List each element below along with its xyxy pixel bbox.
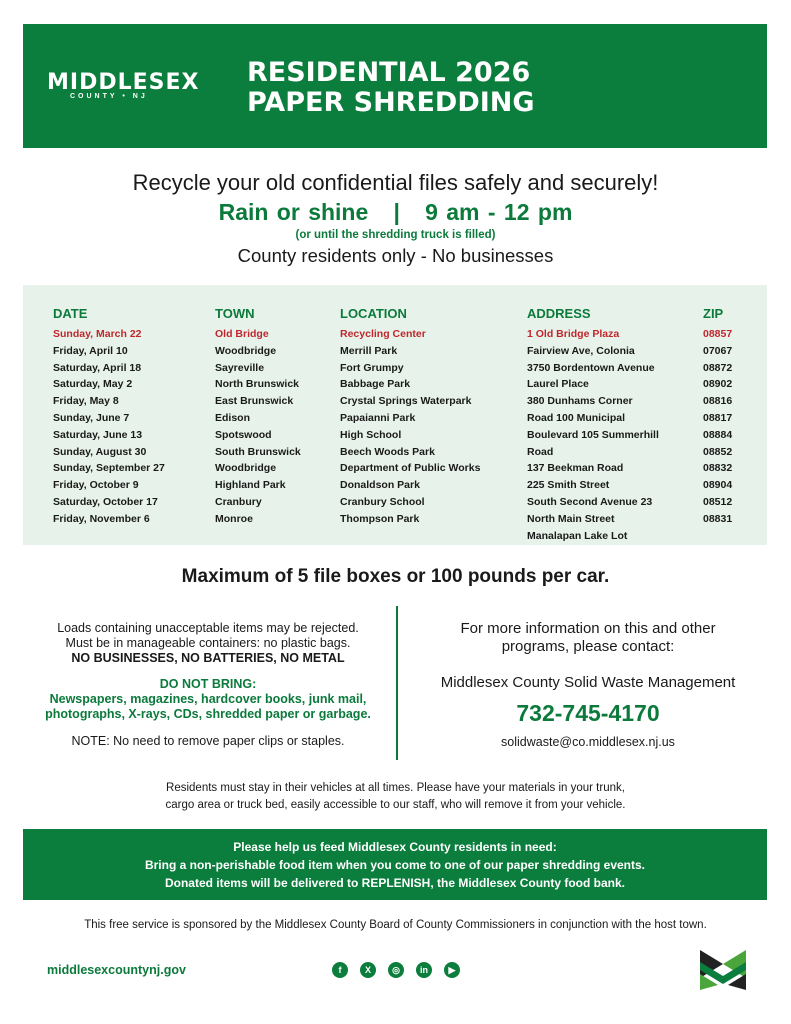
left-rules <box>23 621 393 666</box>
date-column <box>53 307 165 528</box>
zip-cell: 07067 <box>703 344 733 357</box>
location-cell: Recycling Center <box>340 328 426 340</box>
youtube-icon[interactable]: ▶ <box>444 962 460 978</box>
band-line-1: Please help us feed Middlesex County residents in need: <box>233 840 557 854</box>
address-header: ADDRESS <box>527 306 591 321</box>
zip-cell: 08902 <box>703 378 733 391</box>
info-line-1: For more information on this and other <box>460 620 716 637</box>
max-limit: Maximum of 5 file boxes or 100 pounds per car. <box>181 566 610 587</box>
date-cell: Saturday, October 17 <box>53 495 158 508</box>
rain-or-shine: Rain or shine <box>218 199 369 225</box>
date-cell: Sunday, September 27 <box>53 462 165 475</box>
zip-cell: 08904 <box>703 479 733 492</box>
address-cell: 225 Smith Street <box>527 479 610 492</box>
location-cell: Donaldson Park <box>340 479 420 492</box>
rule-1: Loads containing unacceptable items may be rejected. <box>57 621 359 635</box>
town-cell: Woodbridge <box>215 462 277 475</box>
contact-info <box>398 620 778 656</box>
address-cell: 1 Old Bridge Plaza <box>527 328 620 340</box>
do-not-bring-heading: DO NOT BRING: <box>159 677 257 691</box>
band-line-3: Donated items will be delivered to REPLENISH, the Middlesex County food bank. <box>164 876 626 890</box>
sponsor-note: This free service is sponsored by the Middlesex County Board of County Commissioners in conjunction with the host town. <box>84 919 707 931</box>
date-cell: Sunday, March 22 <box>53 328 142 340</box>
linkedin-icon[interactable]: in <box>416 962 432 978</box>
address-cell: Road 100 Municipal <box>527 411 626 424</box>
zip-column <box>703 307 732 528</box>
date-cell: Sunday, June 7 <box>53 411 130 424</box>
do-not-bring <box>23 677 393 722</box>
zip-cell: 08872 <box>703 361 733 374</box>
town-column <box>215 307 301 528</box>
town-cell: East Brunswick <box>215 395 294 408</box>
separator: | <box>393 199 400 225</box>
phone-number[interactable]: 732-745-4170 <box>516 700 660 726</box>
zip-cell: 08816 <box>703 395 733 408</box>
address-cell: 137 Beekman Road <box>527 462 624 475</box>
band-line-2: Bring a non-perishable food item when you come to one of our paper shredding events. <box>144 858 646 872</box>
zip-cell: 08832 <box>703 462 733 475</box>
date-cell: Friday, April 10 <box>53 344 128 357</box>
town-cell: Old Bridge <box>215 328 269 340</box>
middlesex-m-logo <box>700 950 746 990</box>
address-cell: Laurel Place <box>527 378 589 391</box>
facebook-icon[interactable]: f <box>332 962 348 978</box>
tagline: Recycle your old confidential files safely and securely! <box>132 170 659 195</box>
org-name: Middlesex County Solid Waste Management <box>440 674 736 691</box>
residents-only: County residents only - No businesses <box>237 245 554 266</box>
address-cell: Manalapan Lake Lot <box>527 529 628 542</box>
zip-cell: 08817 <box>703 411 733 424</box>
town-cell: Edison <box>215 411 251 424</box>
title-line-1: RESIDENTIAL 2026 <box>247 57 531 88</box>
food-drive-banner <box>23 829 767 900</box>
rule-2: Must be in manageable containers: no plastic bags. <box>65 636 351 650</box>
vehicle-line-1: Residents must stay in their vehicles at all times. Please have your materials in your trunk, <box>166 782 625 794</box>
hours: 9 am - 12 pm <box>425 199 573 225</box>
zip-header: ZIP <box>703 306 724 321</box>
location-cell: Beech Woods Park <box>340 445 435 458</box>
town-cell: South Brunswick <box>215 445 301 458</box>
location-cell: Fort Grumpy <box>340 361 404 374</box>
zip-cell: 08857 <box>703 328 733 340</box>
town-header: TOWN <box>215 306 255 321</box>
town-cell: Highland Park <box>215 479 286 492</box>
location-cell: Department of Public Works <box>340 462 481 475</box>
date-cell: Friday, November 6 <box>53 512 150 525</box>
date-cell: Saturday, May 2 <box>53 378 133 391</box>
address-cell: Road <box>527 445 554 458</box>
location-column <box>340 307 480 528</box>
title-line-2: PAPER SHREDDING <box>247 87 535 118</box>
location-cell: Cranbury School <box>340 495 425 508</box>
event-time <box>0 199 791 226</box>
town-cell: North Brunswick <box>215 378 300 391</box>
date-header: DATE <box>53 306 88 321</box>
do-not-bring-1: Newspapers, magazines, hardcover books, junk mail, <box>49 692 367 706</box>
location-cell: Thompson Park <box>340 512 420 525</box>
staples-note: NOTE: No need to remove paper clips or staples. <box>71 734 345 748</box>
town-cell: Monroe <box>215 512 253 525</box>
website-link[interactable]: middlesexcountynj.gov <box>47 963 186 977</box>
email-link[interactable]: solidwaste@co.middlesex.nj.us <box>501 735 675 749</box>
info-line-2: programs, please contact: <box>501 638 675 655</box>
address-cell: 3750 Bordentown Avenue <box>527 361 655 374</box>
instagram-icon[interactable]: ◎ <box>388 962 404 978</box>
location-cell: High School <box>340 428 402 441</box>
address-cell: 380 Dunhams Corner <box>527 395 633 408</box>
town-cell: Cranbury <box>215 495 262 508</box>
town-cell: Spotswood <box>215 428 272 441</box>
do-not-bring-2: photographs, X-rays, CDs, shredded paper or garbage. <box>45 707 371 721</box>
zip-cell: 08831 <box>703 512 733 525</box>
date-cell: Friday, May 8 <box>53 395 119 408</box>
address-cell: North Main Street <box>527 512 615 525</box>
location-cell: Babbage Park <box>340 378 411 391</box>
zip-cell: 08884 <box>703 428 733 441</box>
page-title <box>247 58 535 118</box>
location-header: LOCATION <box>340 306 407 321</box>
location-cell: Papaianni Park <box>340 411 416 424</box>
address-column <box>527 307 659 544</box>
x-icon[interactable]: X <box>360 962 376 978</box>
zip-cell: 08512 <box>703 495 733 508</box>
date-cell: Friday, October 9 <box>53 479 139 492</box>
middlesex-logo: MIDDLESEX <box>47 70 200 95</box>
truck-note: (or until the shredding truck is filled) <box>295 229 496 241</box>
vehicle-line-2: cargo area or truck bed, easily accessible to our staff, who will remove it from your vehicle. <box>165 799 626 811</box>
location-cell: Merrill Park <box>340 344 398 357</box>
date-cell: Sunday, August 30 <box>53 445 147 458</box>
location-cell: Crystal Springs Waterpark <box>340 395 472 408</box>
date-cell: Saturday, April 18 <box>53 361 142 374</box>
town-cell: Sayreville <box>215 361 265 374</box>
address-cell: South Second Avenue 23 <box>527 495 653 508</box>
vehicle-note <box>0 780 791 814</box>
address-cell: Fairview Ave, Colonia <box>527 344 635 357</box>
date-cell: Saturday, June 13 <box>53 428 143 441</box>
town-cell: Woodbridge <box>215 344 277 357</box>
zip-cell: 08852 <box>703 445 733 458</box>
logo-subtitle: COUNTY • NJ <box>70 93 148 100</box>
rule-3: NO BUSINESSES, NO BATTERIES, NO METAL <box>71 651 345 665</box>
address-cell: Boulevard 105 Summerhill <box>527 428 659 441</box>
